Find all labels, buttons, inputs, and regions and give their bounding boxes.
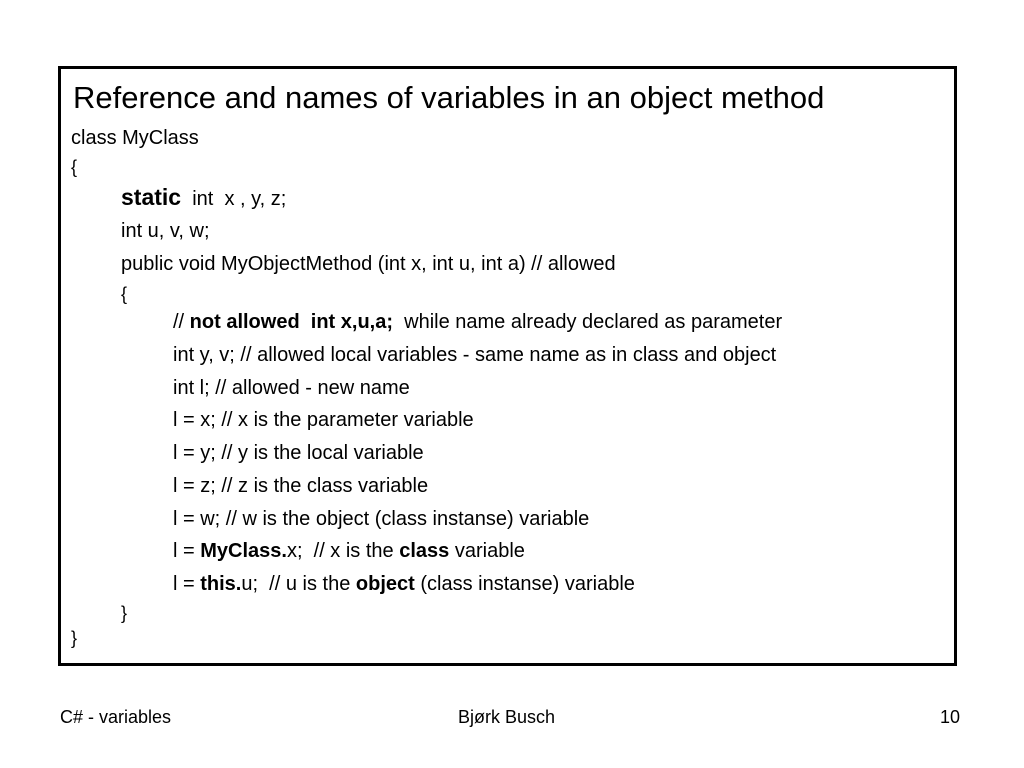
assign-this-bold2: object: [355, 573, 415, 595]
assign-this-prefix: l =: [173, 573, 201, 595]
code-method-open-brace: {: [121, 284, 128, 304]
code-assign-z: l = z; // z is the class variable: [173, 475, 429, 497]
code-new-var: int l; // allowed - new name: [173, 377, 410, 399]
footer-topic: C# - variables: [60, 707, 172, 727]
assign-this-bold: this.: [200, 573, 242, 595]
code-class-open-brace: {: [71, 157, 78, 177]
code-not-allowed-line: [173, 310, 782, 334]
code-assign-myclass: [173, 539, 525, 563]
code-class-declaration: class MyClass: [71, 127, 199, 149]
footer-author: Bjørk Busch: [458, 707, 556, 727]
static-fields-rest: int x , y, z;: [181, 188, 287, 210]
code-local-vars: int y, v; // allowed local variables - same name as in class and object: [173, 344, 777, 366]
code-method-close-brace: }: [121, 603, 128, 623]
code-class-close-brace: }: [71, 628, 78, 648]
assign-myclass-bold2: class: [399, 540, 450, 562]
static-keyword: static: [121, 184, 182, 210]
code-instance-fields: int u, v, w;: [121, 220, 210, 242]
code-assign-w: l = w; // w is the object (class instanse) variable: [173, 508, 590, 530]
not-allowed-prefix: //: [173, 311, 190, 333]
slide-title: Reference and names of variables in an object method: [73, 80, 825, 115]
assign-myclass-bold: MyClass.: [200, 540, 287, 562]
assign-myclass-rest: variable: [449, 540, 525, 562]
assign-this-rest: (class instanse) variable: [414, 573, 635, 595]
not-allowed-bold: not allowed int x,u,a;: [189, 311, 394, 333]
code-assign-this: [173, 572, 635, 596]
not-allowed-rest: while name already declared as parameter: [393, 311, 783, 333]
content-frame: [58, 66, 957, 666]
code-assign-x: l = x; // x is the parameter variable: [173, 409, 474, 431]
footer-page-number: 10: [940, 707, 961, 727]
code-static-fields: [121, 185, 286, 211]
code-method-signature: public void MyObjectMethod (int x, int u, int a) // allowed: [121, 253, 616, 275]
assign-myclass-mid: x; // x is the: [286, 540, 400, 562]
assign-this-mid: u; // u is the: [241, 573, 356, 595]
code-assign-y: l = y; // y is the local variable: [173, 442, 424, 464]
assign-myclass-prefix: l =: [173, 540, 201, 562]
